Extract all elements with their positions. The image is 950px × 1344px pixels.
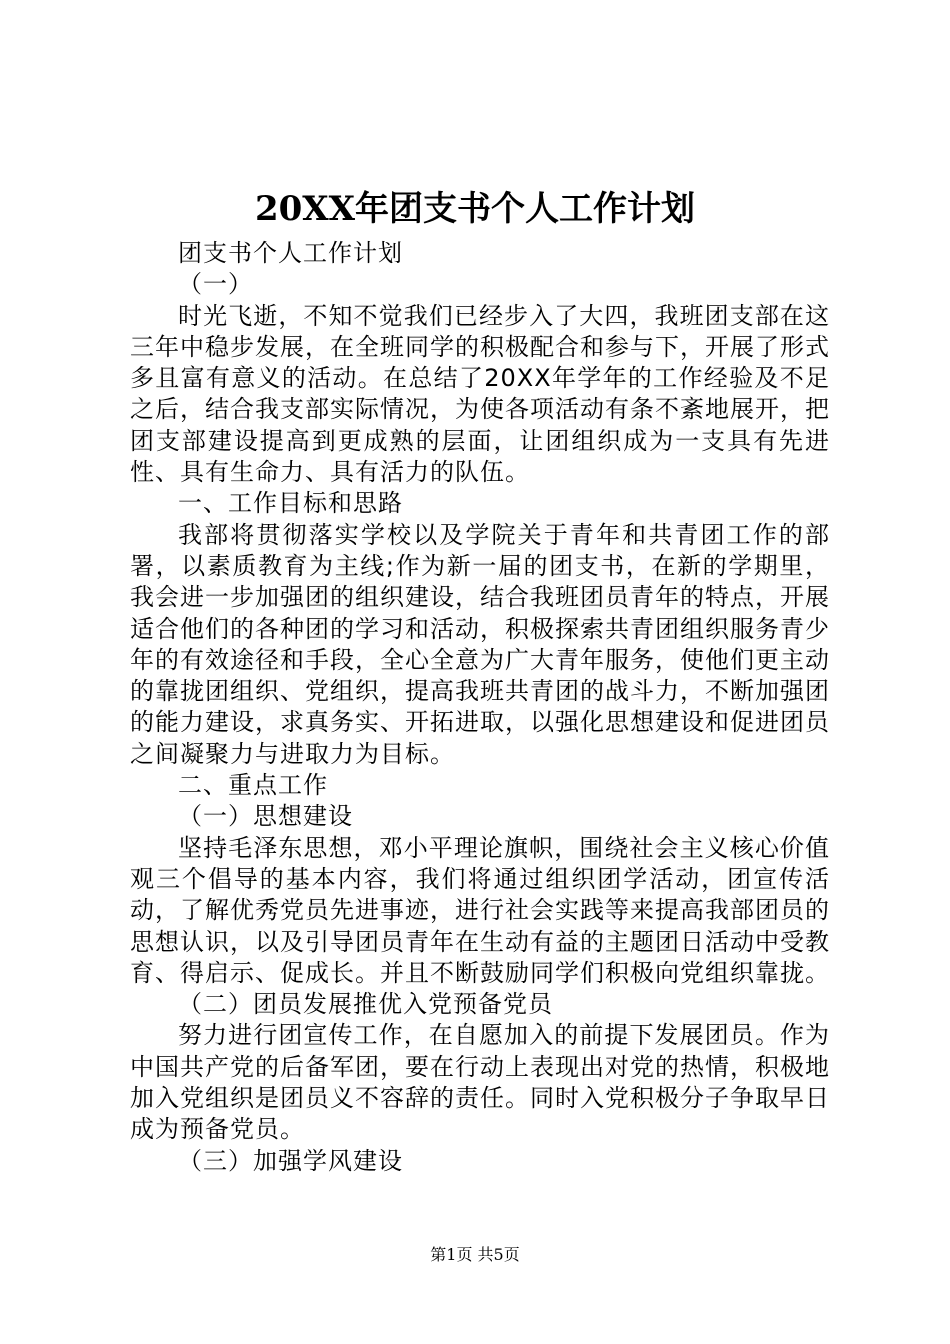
document-title: 20XX年团支书个人工作计划 (254, 189, 696, 229)
member-development-paragraph: 努力进行团宣传工作，在自愿加入的前提下发展团员。作为中国共产党的后备军团，要在行动上表现出对党的热情，积极地加入党组织是团员义不容辞的责任。同时入党积极分子争取早日成为预备党员。 (130, 1021, 830, 1144)
subtitle-paragraph: 团支书个人工作计划 (178, 239, 403, 267)
heading-key-work: 二、重点工作 (178, 771, 328, 800)
section-marker-1: （一） (178, 270, 253, 299)
goals-paragraph: 我部将贯彻落实学校以及学院关于青年和共青团工作的部署，以素质教育为主线;作为新一届的团支书，在新的学期里，我会进一步加强团的组织建设，结合我班团员青年的特点，开展适合他们的各种团的学习和活动，积极探索共青团组织服务青少年的有效途径和手段，全心全意为广大青年服务，使他们更主动的靠拢团组织、党组织，提高我班共青团的战斗力，不断加强团的能力建设，求真务实、开拓进取，以强化思想建设和促进团员之间凝聚力与进取力为目标。 (130, 520, 830, 768)
heading-goals: 一、工作目标和思路 (178, 489, 403, 518)
subheading-ideology: （一）思想建设 (178, 802, 353, 831)
intro-paragraph: 时光飞逝，不知不觉我们已经步入了大四，我班团支部在这三年中稳步发展，在全班同学的积极配合和参与下，开展了形式多且富有意义的活动。在总结了20XX年学年的工作经验及不足之后，结合我支部实际情况，为使各项活动有条不紊地展开，把团支部建设提高到更成熟的层面，让团组织成为一支具有先进性、具有生命力、具有活力的队伍。 (130, 301, 830, 487)
subheading-study-style: （三）加强学风建设 (178, 1146, 403, 1175)
page-number-footer: 第1页 共5页 (430, 1245, 520, 1264)
ideology-paragraph: 坚持毛泽东思想，邓小平理论旗帜，围绕社会主义核心价值观三个倡导的基本内容，我们将通过组织团学活动，团宣传活动，了解优秀党员先进事迹，进行社会实践等来提高我部团员的思想认识，以及引导团员青年在生动有益的主题团日活动中受教育、得启示、促成长。并且不断鼓励同学们积极向党组织靠拢。 (130, 833, 830, 987)
document-body (130, 238, 830, 1177)
subheading-member-development: （二）团员发展推优入党预备党员 (178, 990, 553, 1019)
